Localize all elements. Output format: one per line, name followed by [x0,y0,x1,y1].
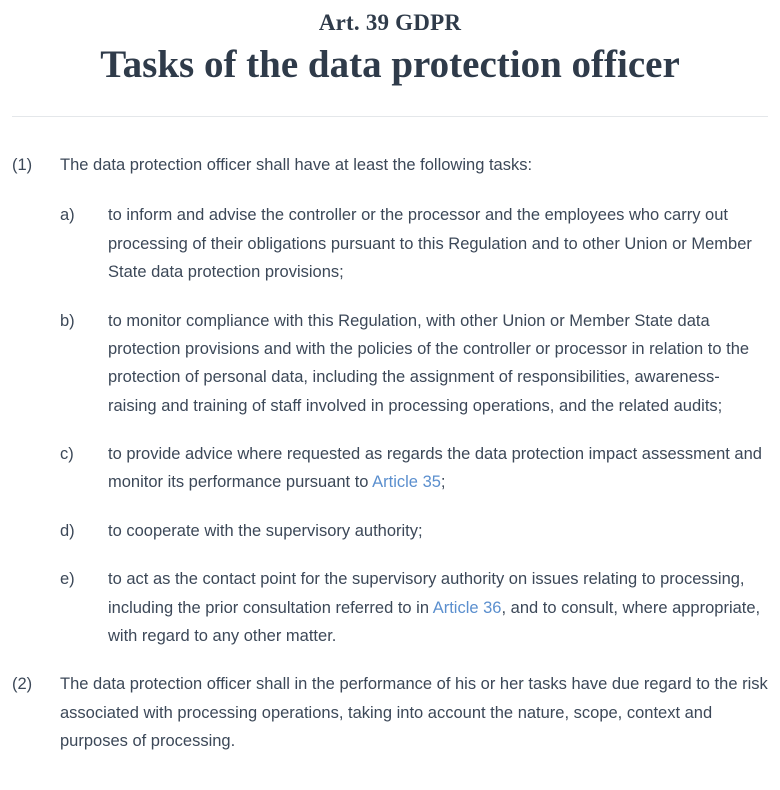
document-body [0,117,780,775]
paragraph-2-text: The data protection officer shall in the performance of his or her tasks have due regard to the risk associated with processing operations, taking into account the nature, scope, context and purposes of processing. [60,675,768,751]
paragraph-1-marker: (1) [12,156,33,175]
list-item-text: to cooperate with the supervisory authority; [108,521,423,540]
document-header [0,0,780,88]
list-item-marker: a) [60,206,75,225]
list-item-text [108,565,768,650]
list-item-text: to inform and advise the controller or the processor and the employees who carry out processing of their obligations pursuant to this Regulation and to other Union or Member State data protection provisions; [108,206,752,282]
article-36-link[interactable]: Article 36 [432,598,502,617]
list-item-text-before: to act as the contact point for the supervisory authority on issues relating to processing, including the prior consultation referred to in [108,570,745,617]
list-item [12,517,768,545]
article-35-link[interactable]: Article 35 [372,473,441,492]
list-item-text [108,440,768,497]
list-item-text-after: , and to consult, where appropriate, with regard to any other matter. [108,598,761,645]
list-item [12,440,768,497]
list-item [12,565,768,650]
list-item-marker: d) [60,521,75,540]
list-item-marker: c) [60,445,74,464]
paragraph-2-marker: (2) [12,675,33,694]
paragraph-1-lead: The data protection officer shall have at least the following tasks: [60,156,533,175]
list-item-marker: b) [60,311,75,330]
article-number: Art. 39 GDPR [318,10,462,35]
list-item [12,307,768,421]
list-item-text-before: to provide advice where requested as regards the data protection impact assessment and monitor its performance pursuant to [108,445,762,492]
paragraph-2 [12,670,768,755]
list-item-text-after: ; [440,473,446,492]
list-item-text: to monitor compliance with this Regulation, with other Union or Member State data protection provisions and with the policies of the controller or processor in relation to the protection of personal data, including the assignment of responsibilities, awareness-raising and training of staff involved in processing operations, and the related audits; [108,311,750,415]
paragraph-1 [12,151,768,179]
page-title: Tasks of the data protection officer [100,43,680,86]
list-item-marker: e) [60,570,75,589]
paragraph-1-list [12,201,768,650]
list-item [12,201,768,286]
